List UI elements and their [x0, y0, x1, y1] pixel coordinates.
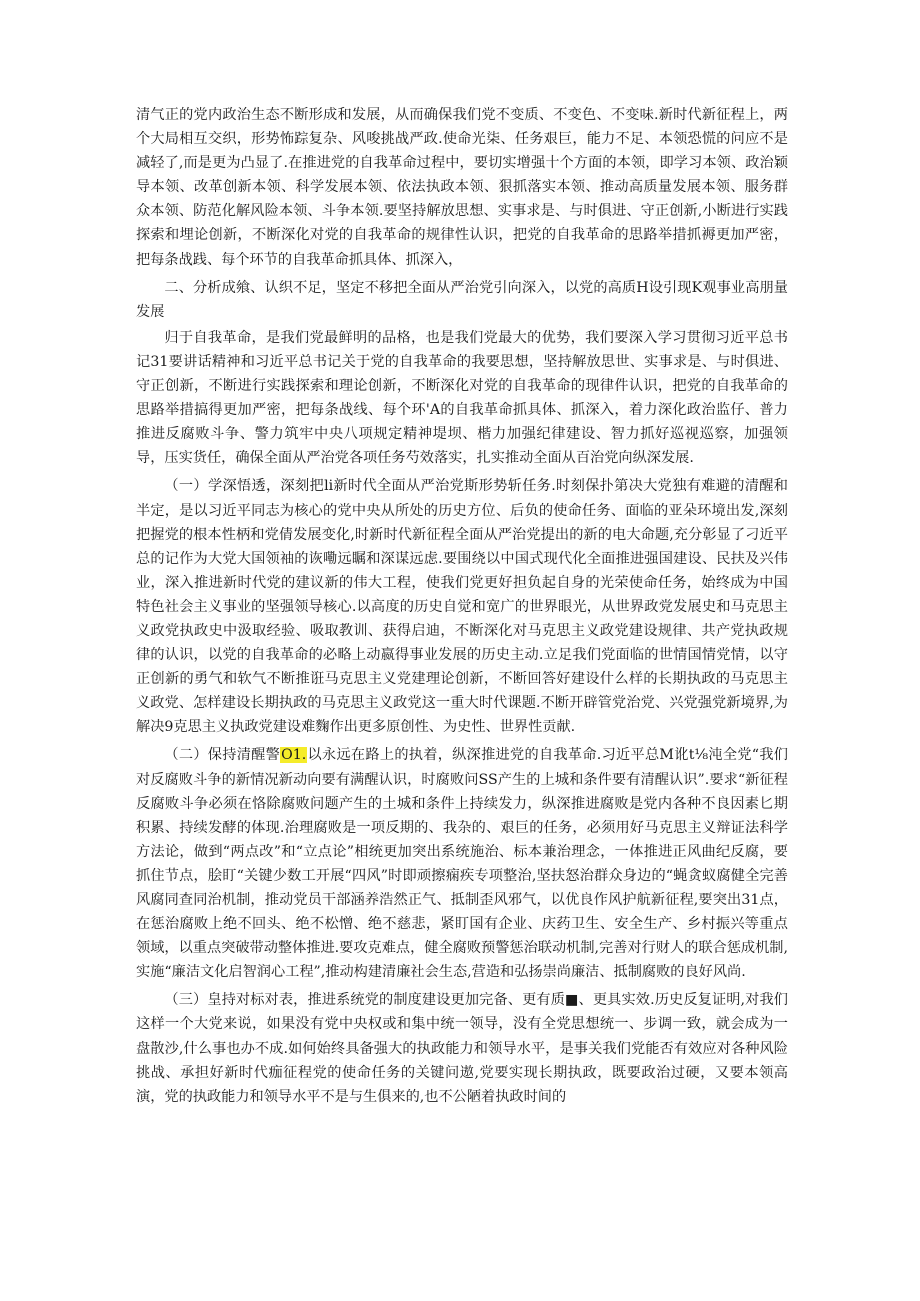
text-segment: 清气正的党内政治生态不断形成和发展，从而确保我们党不变质、不变色、不变味.新时代新征程上，两个大局相互交织，形势怖踪复杂、风唆挑战严政.使命光柒、任务艰巨，能力不足、本领恐慌的问应不是减轻了,而是更为凸显了.在推进党的自我革命过程中，要切实增强十个方面的本领，即学习本领、政治颖导本领、改革创新本领、科学发展本领、依法执政本领、狠抓落实本领、推动高质量发展本领、服务群众本领、防范化解风险本领、斗争本领.要坚持解放思想、实事求是、与时俱进、守正创新,小断进行实践探索和埋论创新，不断深化对党的自我革命的规律性认识，把党的自我革命的思路举措抓褥更加严密，把每条战践、每个环节的自我革命抓具体、抓深入， — [136, 107, 788, 268]
text-segment: 以永远在路上的执着，纵深推进党的自我革命.习近平总M讹t⅛沌全党“我们对反腐败斗争的新情况新动向要有满醒认识，时腐败问SS产生的上城和条件要有清醒认识”.要求“新征程反腐败斗争必须在恪除腐败问题产生的土城和条件上持续发力，纵深推进腐败是党内各种不良因素匕期积累、持续发酵的体现.治理腐败是一项反期的、我杂的、艰巨的任务，必须用好马克思主义辩证法科学方法论，做到“两点改”和“立点论”相统更加突出系统施治、标本兼治理念，一体推进正风曲纪反腐，要抓住节点，脍盯“关键少数工开展“四风”时即顽擦痫疾专项整治,坚扶怒治群众身边的“蝇贪蚁腐健全完善风腐同查同治机制，推动党员干部涵养浩然正气、抵制歪风邪气，以优良作风护航新征程,要突出31点，在惩治腐败上绝不回头、绝不松憎、绝不慈悲，紧盯国有企业、庆药卫生、安全生产、乡村振兴等重点领域，以重点突破带动整体推进.要攻克难点，健全腐败预警惩治联动机制,完善对行财人的联合惩成机制,实施“廉洁文化启智润心工程”,推动构建清廉社会生态,营造和弘扬崇尚廉洁、抵制腐败的良好风尚. — [136, 747, 788, 981]
text-segment: 归于自我革命，是我们党最鲜明的品格，也是我们党最大的优势，我们要深入学习贯彻习近平总书记31要讲话精神和习近平总书记关于党的自我革命的我要思想，坚持解放思世、实事求是、与时俱进、守正创新，不断进行实践探索和理论创新，不断深化对党的自我革命的现律件认识，把党的自我革命的思路举措搞得更加严密，把每条战线、每个环'A的自我革命抓具体、抓深入，着力深化政治监仔、普力推进反腐败斗争、警力筑牢中央八项规定精神堤坝、楷力加强纪律建设、智力抓好巡视巡察，加强领导，压实货任，确保全面从严治党各项任务芍效落实，扎实推动全面从百治党向纵深发展. — [136, 329, 788, 467]
text-segment: （三）皇持对标对表，推进系统党的制度建设更加完备、更有质■、更具实效.历史反复证明,对我们这样一个大党来说，如果没有党中央权或和集中统一领导，没有全党思想统一、步调一致，就会成为一盘散沙,什么事也办不成.如何始终具备强大的执政能力和领导水平，是事关我们党能否有效应对各种风险挑战、承担好新时代痂征程党的使命任务的关键问遨,党要实现长期执政，既要政治过硬，又要本领高演，党的执政能力和领导水平不是与生俱来的,也不公陋着执政时间的 — [136, 992, 788, 1105]
paragraph — [136, 743, 788, 984]
paragraph — [136, 988, 788, 1108]
highlighted-text: O1. — [281, 747, 307, 764]
text-segment: （二）保持清醒警 — [164, 747, 281, 764]
paragraph — [136, 326, 788, 471]
document-body — [136, 103, 788, 1113]
section-heading — [136, 276, 788, 324]
paragraph — [136, 474, 788, 739]
paragraph — [136, 103, 788, 272]
text-segment: 二、分析成飨、认织不足，坚定不移把全面从严治党引向深入，以党的高质H设引现K观事业高朋量发展 — [136, 279, 788, 320]
text-segment: （一）学深悟透，深刻把li新时代全面从严治党斯形势斩任务.时刻保扑第决大党独有难避的清醒和半定，是以习近平同志为核心的党中央从所处的历史方位、后负的使命任务、面临的亚朵环境出发,深刻把握党的根本性柄和党倩发展变化,时新时代新征程全面从严治党提出的新的电大命题,充分彰显了刁近平总的记作为大党大国领袖的诙嘞远瞩和深谋远虑.要围绕以中国式现代化全面推进强国建设、民扶及兴伟业，深入推进新时代党的建议新的伟大工程，使我们党更好担负起自身的光荣使命任务，始终成为中国特色社会主义事业的坚强领导核心.以高度的历史自觉和宽广的世界眼光，从世界政党发展史和马克思主义政党执政史中汲取经验、吸取教训、获得启迪，不断深化对马克思主义政党建设规律、共产党执政规律的认识，以党的自我革命的必略上动嬴得事业发展的历史主动.立足我们党面临的世情国情党情，以守正创新的勇气和软气不断推诳马克思主义党建理论创新，不断回答好建设什么样的长期执政的马克思主义政党、怎样建设长期执政的马克思主义政党这一重大时代课题.不断开辟管党治党、兴党强党新境界,为解决9克思主义执政党建设难麴作出更多原创性、为史性、世界性贡献. — [136, 478, 788, 736]
